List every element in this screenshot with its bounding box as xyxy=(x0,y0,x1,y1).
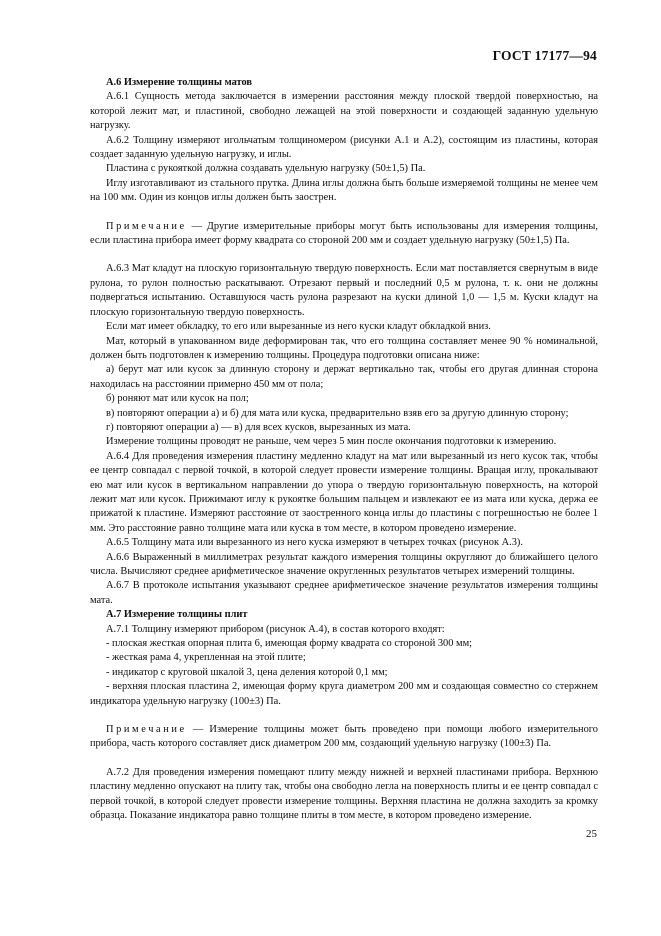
list-item: б) роняют мат или кусок на пол; xyxy=(106,393,249,405)
paragraph: Мат, который в упакованном виде деформирован так, что его толщина составляет менее 90 % номинальной, должен быть подготовлен к измерению толщины. Процедура подготовки описана ниже: xyxy=(90,335,598,361)
paragraph: А.7.2 Для проведения измерения помещают плиту между нижней и верхней пластинами прибора. Верхнюю пластину медленно опускают на плиту так, чтобы она свободно легла на поверхность плиты и ее центр совпадал с первой точкой, в которой следует провести измерение толщины. Верхняя пластина не должна заходить за кромку образца. Показание индикатора равно толщине плиты в том месте, в котором проведено измерение. xyxy=(90,766,598,822)
list-item: в) повторяют операции а) и б) для мата или куска, предварительно взяв его за другую длинную сторону; xyxy=(106,407,569,419)
section-heading-a6: А.6 Измерение толщины матов xyxy=(106,77,253,88)
note-text: — Другие измерительные приборы могут быть использованы для измерения толщины, если пластина прибора имеет форму квадрата со стороной 200 мм и создает удельную нагрузку (50±1,5) Па. xyxy=(90,220,598,247)
list-item: г) повторяют операции а) — в) для всех кусков, вырезанных из мата. xyxy=(106,421,411,433)
paragraph: А.6.6 Выраженный в миллиметрах результат каждого измерения толщины округляют до ближайшего целого числа. Вычисляют среднее арифметическое значение округленных результатов четырех измерений толщины. xyxy=(90,551,598,577)
list-item: - плоская жесткая опорная плита 6, имеющая форму квадрата со стороной 300 мм; xyxy=(106,638,473,650)
note-label: Примечание xyxy=(106,220,187,232)
paragraph: А.6.7 В протоколе испытания указывают среднее арифметическое значение результатов измерения толщины мата. xyxy=(90,580,598,606)
paragraph: А.6.5 Толщину мата или вырезанного из него куска измеряют в четырех точках (рисунок А.3). xyxy=(106,537,523,549)
document-header: ГОСТ 17177—94 xyxy=(492,48,597,63)
paragraph: Если мат имеет обкладку, то его или вырезанные из него куски кладут обкладкой вниз. xyxy=(106,321,491,333)
section-heading-a7: А.7 Измерение толщины плит xyxy=(106,609,248,621)
paragraph: Иглу изготавливают из стального прутка. Длина иглы должна быть больше измеряемой толщины не менее чем на 100 мм. Один из концов иглы должен быть заострен. xyxy=(90,177,598,204)
list-item: а) берут мат или кусок за длинную сторону и держат вертикально так, чтобы его другая длинная сторона находилась на расстоянии примерно 450 мм от пола; xyxy=(90,364,598,390)
paragraph: А.6.4 Для проведения измерения пластину медленно кладут на мат или вырезанный из него кусок так, чтобы ее центр совпадал с первой точкой, в которой следует провести измерение толщины. Вращая иглу, прокалывают ею мат или кусок в вертикальном направлении до упора о твердую горизонтальную поверхность, на которой лежит мат или кусок. Прижимают иглу к рукоятке большим пальцем и извлекают ее из мата или куска, держа ее прижатой к пластине. Измеряют расстояние от заостренного конца иглы до пластины с погрешностью не более 1 мм. Это расстояние равно толщине мата или куска в том месте, в котором проведено измерение. xyxy=(90,450,598,534)
paragraph: А.6.2 Толщину измеряют игольчатым толщиномером (рисунки А.1 и А.2), состоящим из пластины, которая создает заданную удельную нагрузку, и иглы. xyxy=(90,134,598,161)
list-item: - жесткая рама 4, укрепленная на этой плите; xyxy=(106,652,306,664)
note xyxy=(90,723,598,752)
paragraph: Пластина с рукояткой должна создавать удельную нагрузку (50±1,5) Па. xyxy=(106,163,426,175)
document-body xyxy=(90,76,598,824)
paragraph: А.6.1 Сущность метода заключается в измерении расстояния между плоской твердой поверхностью, на которой лежит мат, и пластиной, свободно лежащей на этой поверхности и создающей заданную удельную нагрузку. xyxy=(90,91,598,132)
paragraph: А.6.3 Мат кладут на плоскую горизонтальную твердую поверхность. Если мат поставляется свернутым в виде рулона, то рулон полностью раскатывают. Отрезают первый и последний 0,5 м рулона, т. к. они не должны подвергаться испытанию. Оставшуюся часть рулона разрезают на куски длиной 1,0 — 1,5 м. Куски кладут на плоскую горизонтальную твердую поверхность. xyxy=(90,263,598,318)
note xyxy=(90,220,598,249)
page-number: 25 xyxy=(586,828,597,840)
paragraph: А.7.1 Толщину измеряют прибором (рисунок А.4), в состав которого входят: xyxy=(106,623,445,635)
note-text: — Измерение толщины может быть проведено при помощи любого измерительного прибора, часть которого составляет диск диаметром 200 мм, создающий удельную нагрузку (100±3) Па. xyxy=(90,724,598,750)
note-label: Примечание xyxy=(106,724,187,736)
paragraph: Измерение толщины проводят не раньше, чем через 5 мин после окончания подготовки к измерению. xyxy=(106,436,557,448)
list-item: - индикатор с круговой шкалой 3, цена деления которой 0,1 мм; xyxy=(106,666,388,678)
list-item: - верхняя плоская пластина 2, имеющая форму круга диаметром 200 мм и создающая совместно со стержнем индикатора удельную нагрузку (100±3) Па. xyxy=(90,681,598,707)
